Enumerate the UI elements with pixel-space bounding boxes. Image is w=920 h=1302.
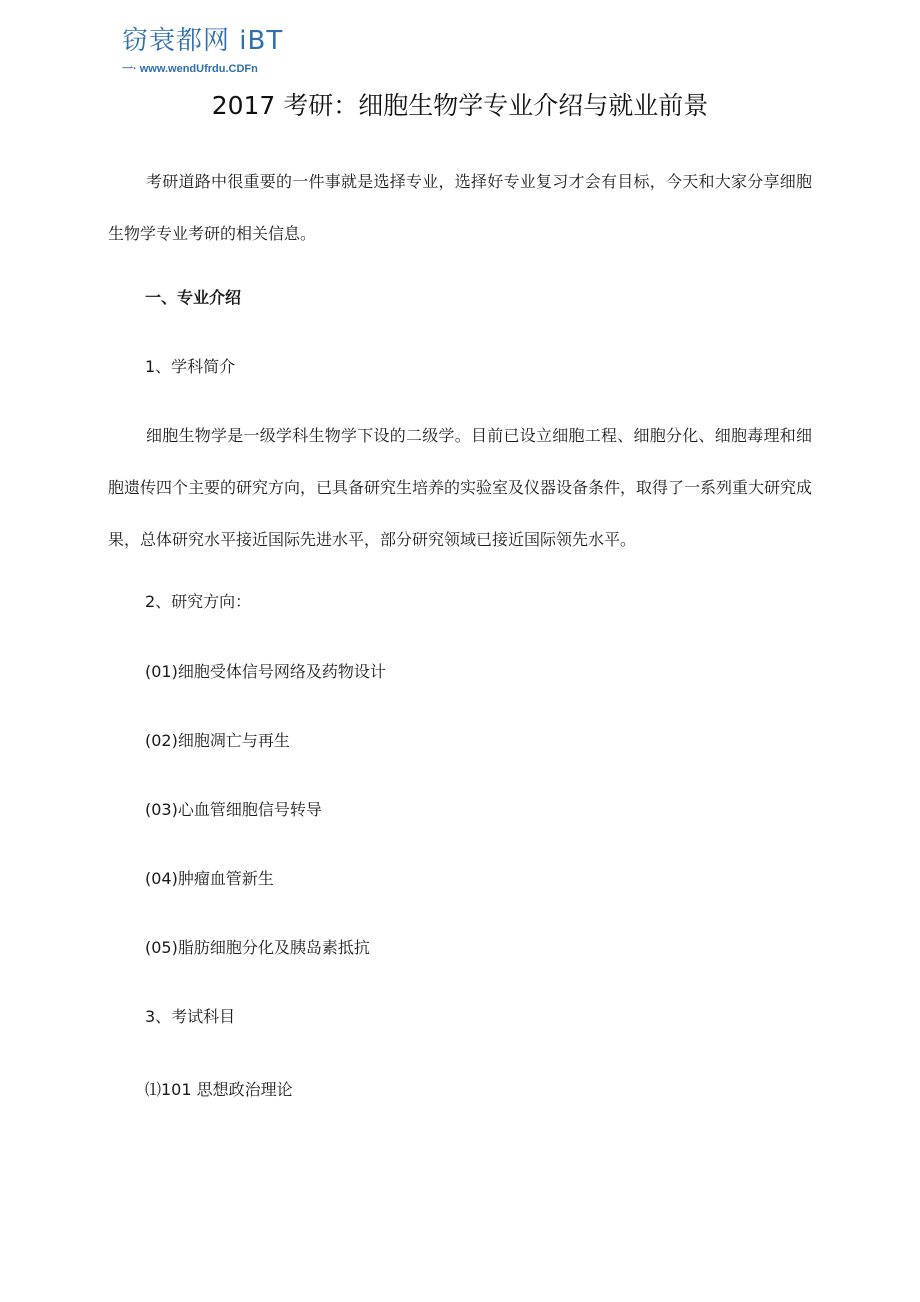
direction-item: (03)心血管细胞信号转导 (145, 800, 322, 819)
direction-item: (04)肿瘤血管新生 (145, 869, 274, 888)
logo-url: 一· www.wendUfrdu.CDFn (122, 63, 258, 75)
site-logo (122, 26, 283, 76)
subsection-heading-exams: 3、考试科目 (145, 1007, 236, 1026)
direction-item: (01)细胞受体信号网络及药物设计 (145, 662, 386, 681)
direction-item: (02)细胞凋亡与再生 (145, 731, 290, 750)
page-title: 2017 考研：细胞生物学专业介绍与就业前景 (211, 91, 709, 120)
overview-paragraph: 细胞生物学是一级学科生物学下设的二级学。目前已设立细胞工程、细胞分化、细胞毒理和细胞遗传四个主要的研究方向，已具备研究生培养的实验室及仪器设备条件，取得了一系列重大研究成果，总体研究水平接近国际先进水平，部分研究领域已接近国际领先水平。 (108, 426, 813, 549)
direction-item: (05)脂肪细胞分化及胰岛素抵抗 (145, 938, 370, 957)
section-heading-intro: 一、专业介绍 (145, 288, 242, 307)
intro-paragraph: 考研道路中很重要的一件事就是选择专业，选择好专业复习才会有目标，今天和大家分享细胞生物学专业考研的相关信息。 (108, 172, 812, 243)
exam-item: ⑴101 思想政治理论 (145, 1080, 293, 1099)
logo-text: 窃衰都网 iBT (122, 26, 284, 56)
subsection-heading-overview: 1、学科简介 (145, 357, 236, 376)
subsection-heading-directions: 2、研究方向： (145, 592, 252, 611)
